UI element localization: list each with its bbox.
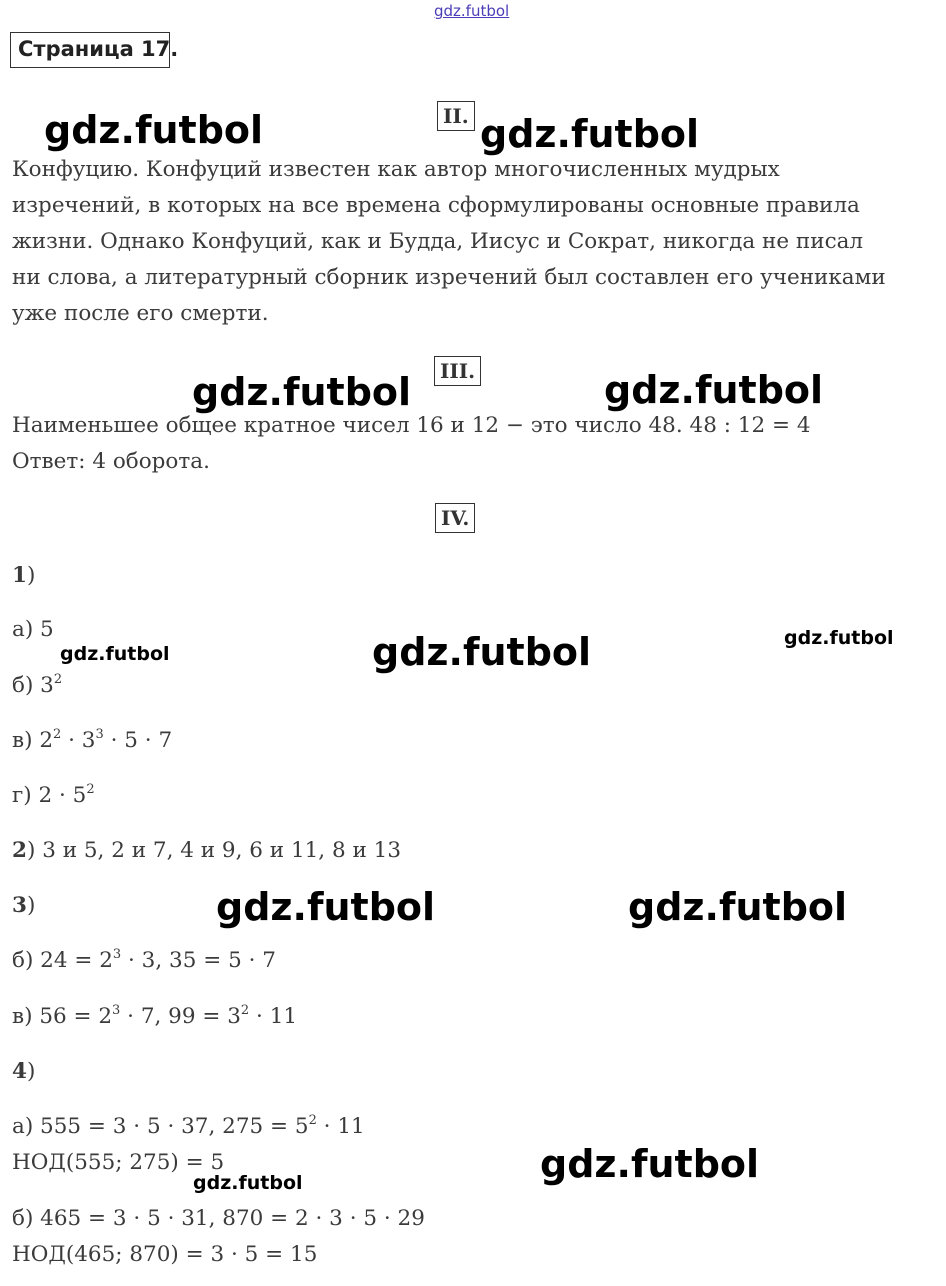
- exponent: 2: [53, 727, 62, 742]
- exponent: 3: [95, 727, 104, 742]
- watermark: gdz.futbol: [628, 885, 848, 929]
- watermark-top[interactable]: gdz.futbol: [434, 2, 510, 20]
- exponent: 2: [53, 672, 63, 687]
- text-line: уже после его смерти.: [12, 301, 269, 326]
- task-number-paren: ): [26, 1059, 36, 1084]
- task-3b-text: б) 24 = 2: [12, 948, 113, 973]
- watermark: gdz.futbol: [372, 630, 592, 674]
- section-iii-answer: Ответ: 4 оборота.: [12, 449, 210, 474]
- text-line: ни слова, а литературный сборник изречений был составлен его учениками: [12, 265, 886, 290]
- task-number: 2: [12, 838, 27, 863]
- task-2: [12, 836, 401, 866]
- task-number: 1: [12, 563, 27, 588]
- page-label: Страница 17.: [10, 32, 170, 68]
- task-4-heading: [12, 1057, 35, 1087]
- watermark: gdz.futbol: [784, 627, 894, 649]
- task-3b: [12, 946, 276, 976]
- watermark: gdz.futbol: [192, 370, 412, 414]
- task-4a: [12, 1112, 365, 1142]
- watermark: gdz.futbol: [193, 1172, 303, 1194]
- task-4a-gcd: НОД(555; 275) = 5: [12, 1150, 225, 1175]
- text-line: Конфуцию. Конфуций известен как автор многочисленных мудрых: [12, 157, 780, 182]
- task-3v-text: в) 56 = 2: [12, 1004, 113, 1029]
- task-1v: [12, 726, 172, 756]
- task-3v: [12, 1002, 297, 1032]
- task-1g-text: г) 2 · 5: [12, 783, 87, 808]
- task-4b-gcd: НОД(465; 870) = 3 · 5 = 15: [12, 1242, 318, 1267]
- task-3-heading: [12, 891, 35, 921]
- section-ii-label: II.: [437, 101, 475, 131]
- exponent: 2: [86, 782, 95, 797]
- task-1v-text: в) 2: [12, 728, 54, 753]
- task-number-paren: ): [26, 563, 36, 588]
- task-1a: а) 5: [12, 617, 54, 642]
- exponent: 2: [240, 1003, 250, 1018]
- exponent: 2: [308, 1113, 317, 1128]
- task-number: 3: [12, 893, 27, 918]
- exponent: 3: [112, 1003, 121, 1018]
- section-iii-label: III.: [434, 356, 481, 386]
- text-line: изречений, в которых на все времена сформулированы основные правила: [12, 193, 860, 218]
- section-iv-label: IV.: [435, 503, 475, 533]
- watermark: gdz.futbol: [480, 112, 700, 156]
- task-1b: [12, 671, 62, 701]
- watermark: gdz.futbol: [604, 368, 824, 412]
- task-3v-text: · 11: [249, 1004, 298, 1029]
- task-4a-text: а) 555 = 3 · 5 · 37, 275 = 5: [12, 1114, 309, 1139]
- task-4a-text: · 11: [316, 1114, 365, 1139]
- section-ii-paragraph: [12, 152, 886, 332]
- task-4b: б) 465 = 3 · 5 · 31, 870 = 2 · 3 · 5 · 29: [12, 1206, 425, 1231]
- watermark: gdz.futbol: [216, 885, 436, 929]
- text-line: жизни. Однако Конфуций, как и Будда, Иисус и Сократ, никогда не писал: [12, 229, 864, 254]
- watermark: gdz.futbol: [44, 108, 264, 152]
- task-number-paren: ): [26, 893, 36, 918]
- task-3v-text: · 7, 99 = 3: [120, 1004, 241, 1029]
- task-1b-text: б) 3: [12, 673, 54, 698]
- task-2-text: ) 3 и 5, 2 и 7, 4 и 9, 6 и 11, 8 и 13: [26, 838, 402, 863]
- section-iii-solution: Наименьшее общее кратное чисел 16 и 12 − это число 48. 48 : 12 = 4: [12, 413, 811, 438]
- exponent: 3: [112, 947, 122, 962]
- task-3b-text: · 3, 35 = 5 · 7: [121, 948, 276, 973]
- task-1v-text: · 5 · 7: [103, 728, 173, 753]
- task-1g: [12, 781, 95, 811]
- task-1v-text: · 3: [61, 728, 96, 753]
- watermark: gdz.futbol: [540, 1142, 760, 1186]
- watermark: gdz.futbol: [60, 643, 170, 665]
- task-1-heading: [12, 561, 35, 591]
- task-number: 4: [12, 1059, 27, 1084]
